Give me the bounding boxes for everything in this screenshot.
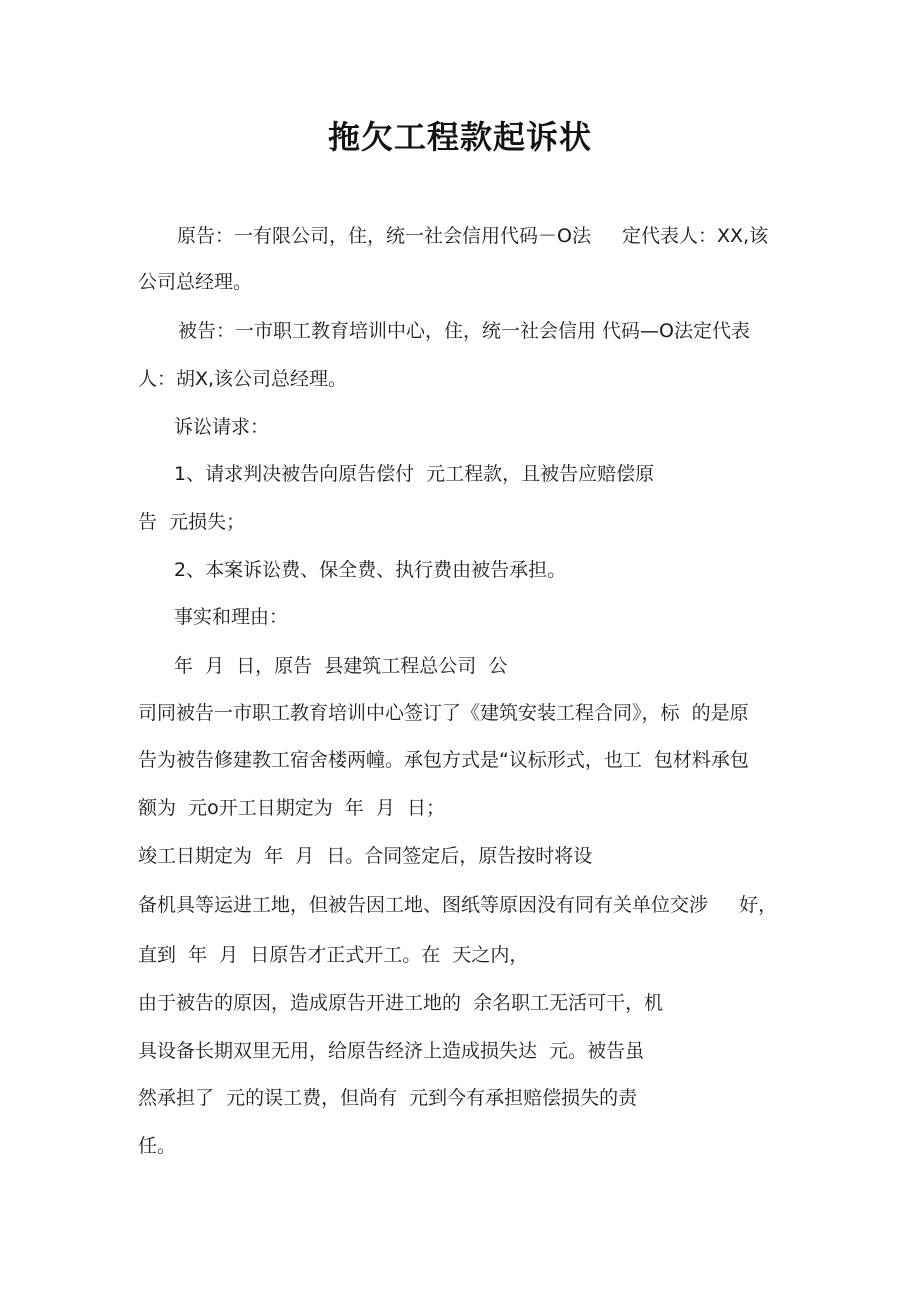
paragraph-line: 原告：一有限公司，住，统一社会信用代码－O法 定代表人：XX,该 <box>177 225 769 247</box>
paragraph-line: 由于被告的原因，造成原告开进工地的 余名职工无活可干，机 <box>138 992 664 1014</box>
paragraph-line: 公司总经理。 <box>138 271 253 293</box>
paragraph-line: 任。 <box>138 1135 177 1157</box>
paragraph-line: 额为 元o开工日期定为 年 月 日； <box>138 797 445 819</box>
paragraph-line: 2、本案诉讼费、保全费、执行费由被告承担。 <box>174 559 567 581</box>
paragraph-line: 具设备长期双里无用，给原告经济上造成损失达 元。被告虽 <box>138 1040 645 1062</box>
section-heading: 事实和理由： <box>174 606 289 628</box>
paragraph-line: 告为被告修建教工宿舍楼两幢。承包方式是“议标形式，也工 包材料承包 <box>138 749 749 771</box>
paragraph-line: 1、请求判决被告向原告偿付 元工程款，且被告应赔偿原 <box>174 463 655 485</box>
section-heading: 诉讼请求： <box>174 416 270 438</box>
paragraph-line: 直到 年 月 日原告才正式开工。在 天之内， <box>138 944 529 966</box>
paragraph-line: 人：胡X,该公司总经理。 <box>138 368 348 390</box>
paragraph-line: 司同被告一市职工教育培训中心签订了《建筑安装工程合同》，标 的是原 <box>138 702 749 724</box>
document-title: 拖欠工程款起诉状 <box>327 118 592 156</box>
paragraph-line: 告 元损失； <box>138 511 246 533</box>
paragraph-line: 备机具等运进工地，但被告因工地、图纸等原因没有同有关单位交涉 好， <box>138 894 778 916</box>
paragraph-line: 竣工日期定为 年 月 日。合同签定后，原告按时将设 <box>138 845 593 867</box>
paragraph-line: 被告：一市职工教育培训中心，住，统一社会信用 代码—O法定代表 <box>178 320 750 342</box>
paragraph-line: 然承担了 元的误工费，但尚有 元到今有承担赔偿损失的责 <box>138 1087 638 1109</box>
paragraph-line: 年 月 日，原告 县建筑工程总公司 公 <box>174 655 508 677</box>
